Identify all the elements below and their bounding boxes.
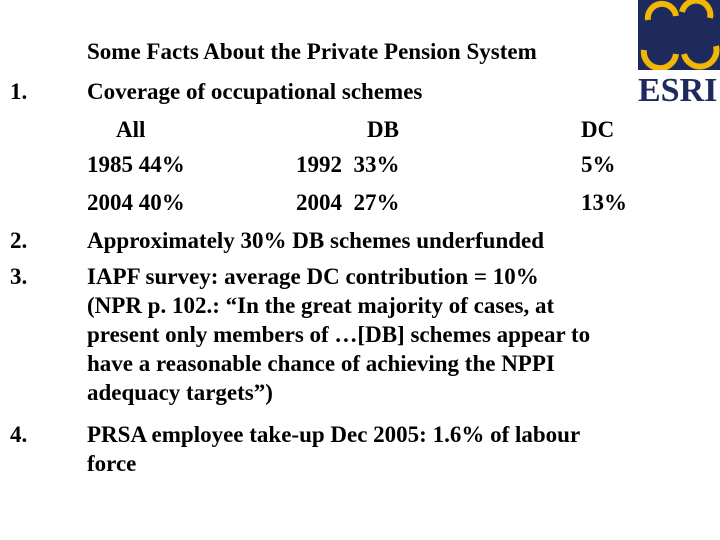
item-2-text: Approximately 30% DB schemes underfunded — [87, 228, 545, 253]
item-1-number: 1. — [10, 79, 28, 104]
item-1-text: Coverage of occupational schemes — [87, 79, 423, 104]
table-row-1-db: 1992 33% — [296, 152, 400, 177]
item-3-number: 3. — [10, 264, 28, 289]
logo-arcs-icon — [638, 0, 720, 70]
esri-logo — [638, 0, 720, 108]
item-3-continuation-2: present only members of …[DB] schemes appear to — [87, 322, 591, 347]
item-2-number: 2. — [10, 228, 28, 253]
item-4-number: 4. — [10, 422, 28, 447]
item-3-continuation-3: have a reasonable chance of achieving the NPPI — [87, 351, 555, 376]
logo-text: ESRI — [638, 72, 718, 109]
table-row-2-db: 2004 27% — [296, 190, 400, 215]
slide-title: Some Facts About the Private Pension System — [87, 39, 537, 64]
table-header-db: DB — [367, 117, 399, 142]
table-header-dc: DC — [581, 117, 615, 142]
item-3-continuation-4: adequacy targets”) — [87, 380, 273, 405]
table-row-1-dc: 5% — [581, 152, 616, 177]
table-row-2-all: 2004 40% — [87, 190, 185, 215]
table-row-1-all: 1985 44% — [87, 152, 185, 177]
logo-emblem — [638, 0, 720, 70]
table-header-all: All — [116, 117, 146, 142]
item-4-text: PRSA employee take-up Dec 2005: 1.6% of labour — [87, 422, 581, 447]
item-4-continuation: force — [87, 451, 137, 476]
item-3-text: IAPF survey: average DC contribution = 10% — [87, 264, 539, 289]
table-row-2-dc: 13% — [581, 190, 627, 215]
item-3-continuation-1: (NPR p. 102.: “In the great majority of cases, at — [87, 293, 555, 318]
